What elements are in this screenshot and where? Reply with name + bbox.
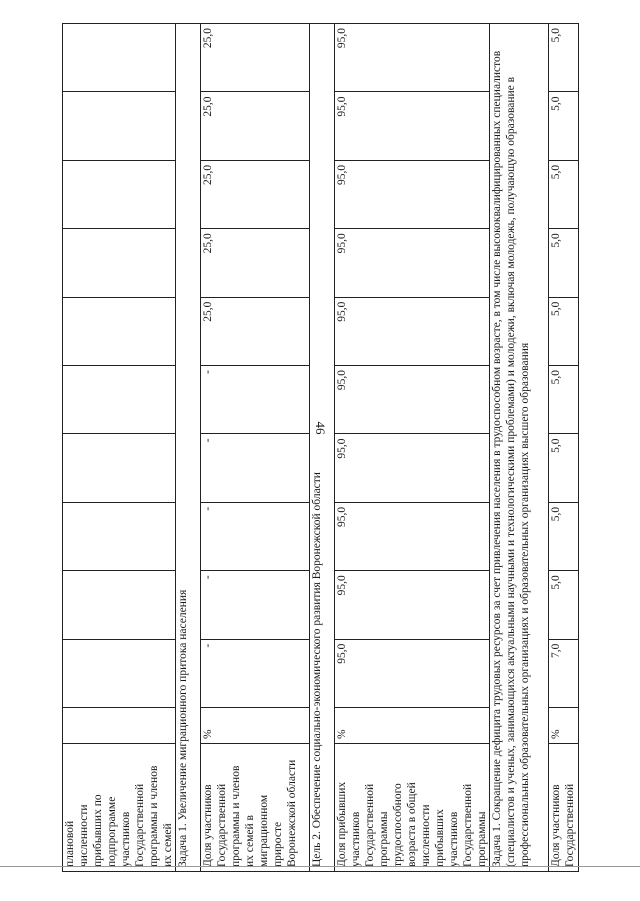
- unit-cell: %: [335, 708, 490, 744]
- indicators-table: [62, 23, 579, 872]
- value-cell: 95,0: [335, 92, 490, 160]
- section-row: [490, 24, 549, 872]
- section-row: [310, 24, 335, 872]
- value-cell: 95,0: [335, 24, 490, 92]
- indicator-name-cell: Доля участников Государственной: [549, 744, 579, 872]
- value-cell: -: [201, 571, 310, 639]
- value-cell: [63, 366, 176, 434]
- indicator-name-cell: Доля участников Государственной программы и членов их семей в миграционном приросте Воронежской области: [201, 744, 310, 872]
- value-cell: 95,0: [335, 639, 490, 707]
- rotated-table-wrapper: [62, 23, 576, 872]
- value-cell: 25,0: [201, 297, 310, 365]
- table-row: [549, 24, 579, 872]
- table-row: [335, 24, 490, 872]
- value-cell: 5,0: [549, 24, 579, 92]
- value-cell: [63, 297, 176, 365]
- value-cell: [63, 502, 176, 570]
- value-cell: 5,0: [549, 502, 579, 570]
- value-cell: 5,0: [549, 92, 579, 160]
- unit-cell: %: [201, 708, 310, 744]
- value-cell: 25,0: [201, 160, 310, 228]
- value-cell: 5,0: [549, 297, 579, 365]
- unit-cell: [63, 708, 176, 744]
- value-cell: [63, 639, 176, 707]
- value-cell: [63, 24, 176, 92]
- page-number: 46: [313, 421, 328, 435]
- value-cell: 7,0: [549, 639, 579, 707]
- indicator-name-cell: Доля прибывших участников Государственной программы трудоспособного возраста в общей численности прибывших участников Государственной программы: [335, 744, 490, 872]
- table-row: [63, 24, 176, 872]
- value-cell: 5,0: [549, 434, 579, 502]
- value-cell: 95,0: [335, 160, 490, 228]
- value-cell: 5,0: [549, 229, 579, 297]
- section-row: [176, 24, 201, 872]
- scan-edge-line: [0, 866, 640, 867]
- value-cell: 5,0: [549, 160, 579, 228]
- value-cell: 95,0: [335, 502, 490, 570]
- value-cell: 25,0: [201, 24, 310, 92]
- value-cell: 95,0: [335, 229, 490, 297]
- table-row: [201, 24, 310, 872]
- value-cell: [63, 92, 176, 160]
- value-cell: 5,0: [549, 571, 579, 639]
- value-cell: 95,0: [335, 366, 490, 434]
- value-cell: 25,0: [201, 229, 310, 297]
- section-heading: Цель 2. Обеспечение социально-экономического развития Воронежской области: [310, 24, 335, 872]
- value-cell: -: [201, 502, 310, 570]
- indicator-name-cell: плановой численности прибывших по подпрограмме участников Государственной программы и членов их семей: [63, 744, 176, 872]
- value-cell: 95,0: [335, 434, 490, 502]
- value-cell: [63, 571, 176, 639]
- value-cell: -: [201, 639, 310, 707]
- value-cell: [63, 160, 176, 228]
- value-cell: -: [201, 434, 310, 502]
- value-cell: 95,0: [335, 571, 490, 639]
- value-cell: 5,0: [549, 366, 579, 434]
- section-heading: Задача 1. Сокращение дефицита трудовых ресурсов за счет привлечения населения в трудоспособном возрасте, в том числе высококвалифицированных специалистов (специалистов и ученых, занимающихся актуальными научными и технологическими проблемами) и молодежи, включая молодежь, получающую образование в профессиональных образовательных организациях и образовательных организациях высшего образования: [490, 24, 549, 872]
- value-cell: 25,0: [201, 92, 310, 160]
- value-cell: [63, 434, 176, 502]
- unit-cell: %: [549, 708, 579, 744]
- value-cell: -: [201, 366, 310, 434]
- section-heading: Задача 1. Увеличение миграционного притока населения: [176, 24, 201, 872]
- value-cell: [63, 229, 176, 297]
- value-cell: 95,0: [335, 297, 490, 365]
